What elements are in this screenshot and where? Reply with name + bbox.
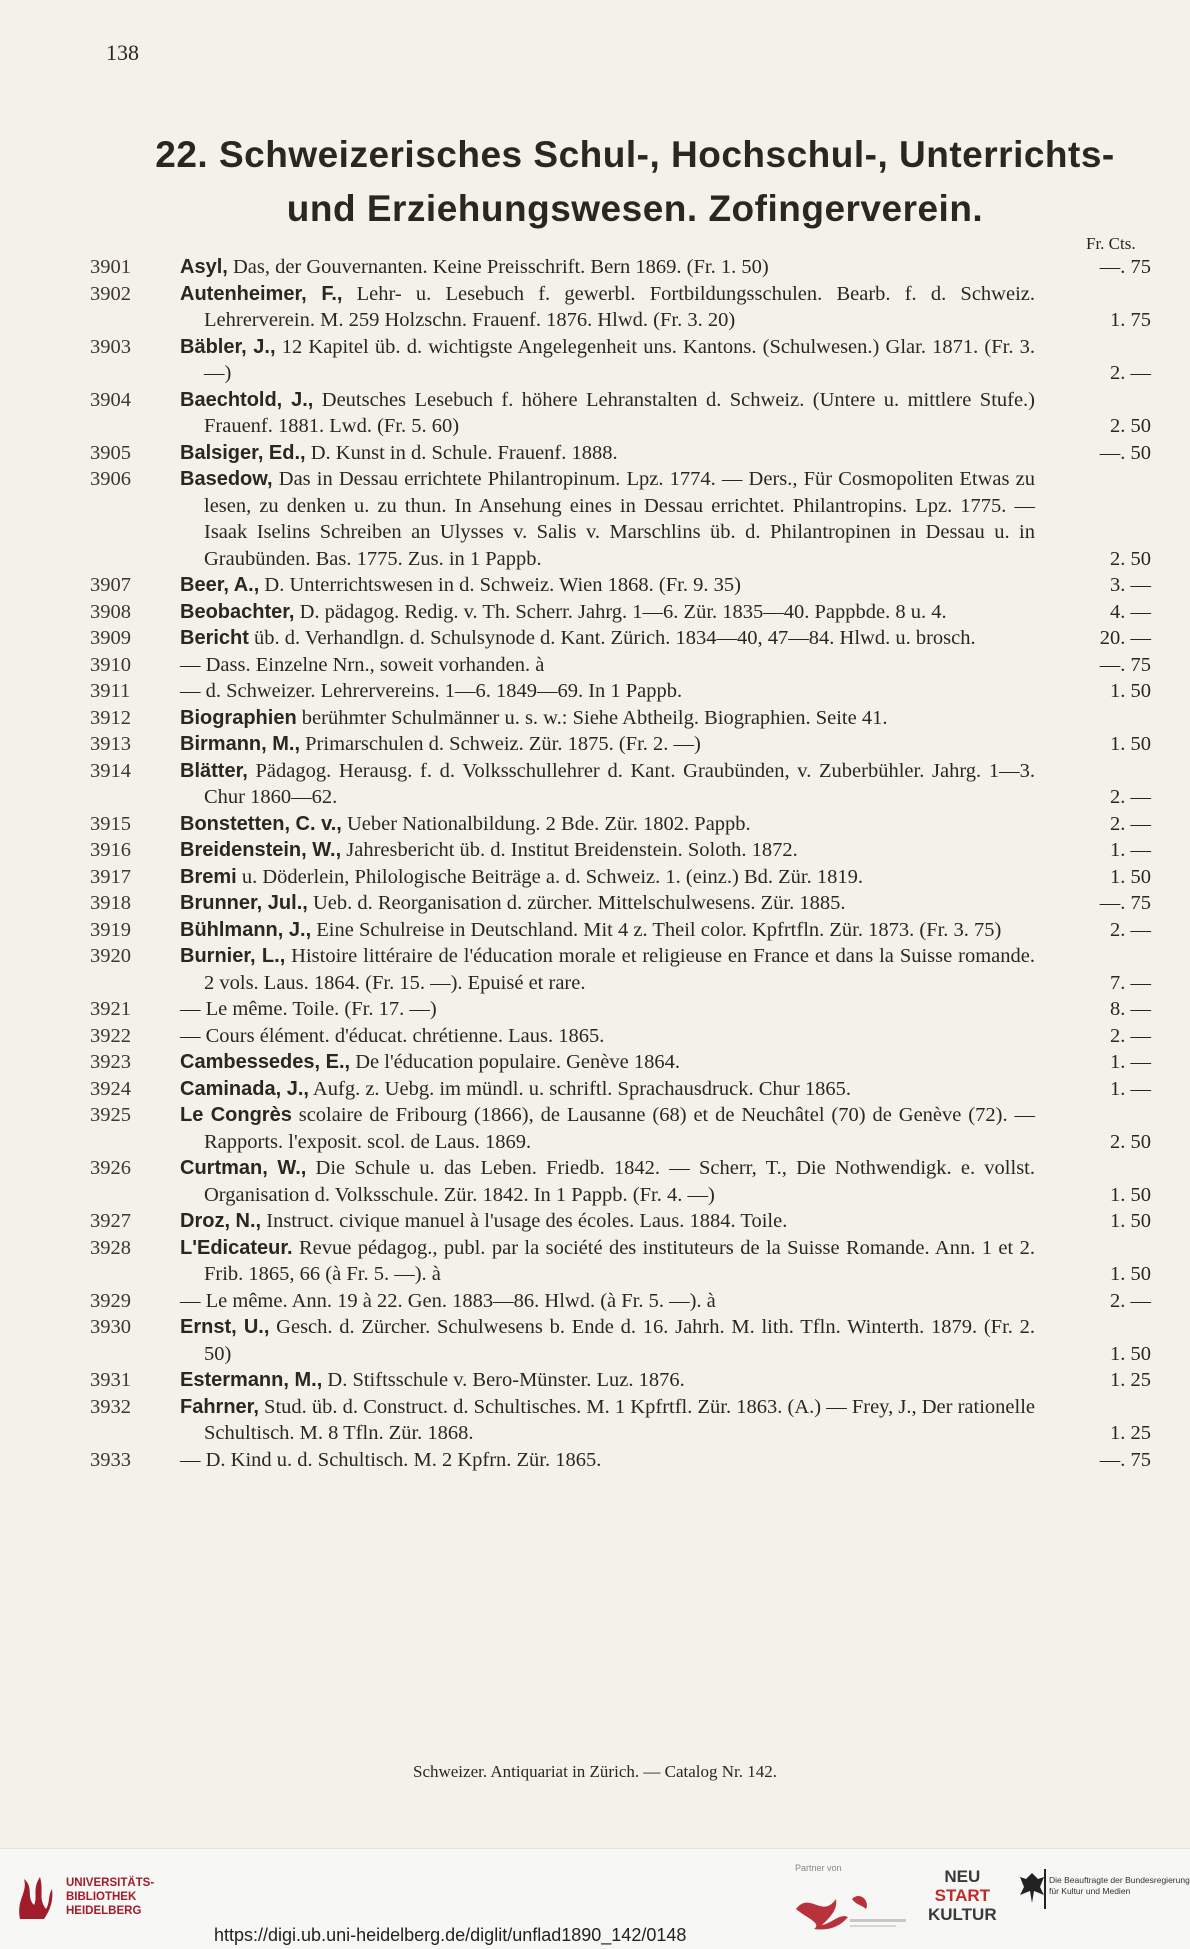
- section-title-line1: 22. Schweizerisches Schul-, Hochschul-, Unterrichts-: [155, 134, 1115, 175]
- entry-price: 1. 50: [1110, 1183, 1151, 1206]
- ub-text-line2: BIBLIOTHEK: [66, 1891, 137, 1903]
- entry-text: scolaire de Fribourg (1866), de Lausanne (68) et de Neuchâtel (70) de Genève (72). — Rapports. l'exposit. scol. de Laus. 1869.: [204, 1104, 1035, 1153]
- catalog-entry: [90, 1023, 1165, 1050]
- catalog-entry: [90, 440, 1165, 467]
- neustart-kultur-logo[interactable]: [928, 1867, 997, 1924]
- catalog-entry: [90, 254, 1165, 281]
- entry-text: — Le même. Toile. (Fr. 17. —): [180, 998, 437, 1020]
- entry-author: Burnier, L.,: [180, 945, 286, 967]
- catalog-entry: [90, 1102, 1165, 1155]
- entry-number: 3933: [90, 1448, 131, 1471]
- entry-text: üb. d. Verhandlgn. d. Schulsynode d. Kant. Zürich. 1834—40, 47—84. Hlwd. u. brosch.: [248, 627, 976, 649]
- entry-author: Ernst, U.,: [180, 1316, 270, 1338]
- entry-number: 3923: [90, 1051, 131, 1073]
- entry-text: 12 Kapitel üb. d. wichtigste Angelegenheit uns. Kantons. (Schulwesen.) Glar. 1871. (Fr. 3. —): [204, 335, 1035, 384]
- entry-author: Baechtold, J.,: [180, 388, 314, 411]
- entry-text: Ueber Nationalbildung. 2 Bde. Zür. 1802. Pappb.: [341, 812, 751, 835]
- entry-price: —. 75: [1099, 1448, 1151, 1471]
- entry-number: 3916: [90, 839, 131, 861]
- catalog-entry: [90, 1367, 1165, 1394]
- neustart-line1: NEU: [944, 1867, 981, 1886]
- entry-price: 1. 25: [1110, 1369, 1151, 1391]
- entry-author: Breidenstein, W.,: [180, 839, 342, 861]
- entry-price: 1. 50: [1110, 680, 1151, 702]
- bkm-text-line1: Die Beauftragte der Bundesregierung: [1049, 1875, 1190, 1885]
- entry-text: Stud. üb. d. Construct. d. Schultisches. M. 1 Kpfrtfl. Zür. 1863. (A.) — Frey, J., Der rationelle Schultisch. M. 8 Tfln. Zür. 1868.: [204, 1395, 1035, 1444]
- catalog-entries: [90, 254, 1165, 1473]
- entry-description: [180, 890, 1035, 917]
- catalog-entry: [90, 466, 1165, 572]
- entry-price: 7. —: [1110, 971, 1151, 994]
- entry-author: Bremi: [180, 865, 237, 888]
- catalog-entry: [90, 1314, 1165, 1367]
- deutsche-digitale-bibliothek-logo[interactable]: [792, 1879, 912, 1939]
- entry-description: [180, 1023, 1035, 1050]
- neustart-line3: KULTUR: [928, 1905, 997, 1924]
- bkm-text-line2: für Kultur und Medien: [1049, 1886, 1131, 1896]
- entry-text: D. Kunst in d. Schule. Frauenf. 1888.: [305, 441, 618, 464]
- entry-description: [180, 917, 1035, 944]
- entry-text: Das, der Gouvernanten. Keine Preisschrift. Bern 1869. (Fr. 1. 50): [227, 256, 769, 278]
- catalog-entry: [90, 705, 1165, 732]
- entry-number: 3924: [90, 1077, 131, 1100]
- entry-price: 1. 50: [1110, 865, 1151, 888]
- entry-text: — d. Schweizer. Lehrervereins. 1—6. 1849—69. In 1 Pappb.: [180, 680, 683, 702]
- price-column-header: Fr. Cts.: [1086, 234, 1136, 253]
- entry-author: Fahrner,: [180, 1395, 259, 1418]
- entry-description: [180, 1367, 1035, 1394]
- entry-description: [180, 943, 1035, 996]
- entry-text: Instruct. civique manuel à l'usage des écoles. Laus. 1884. Toile.: [261, 1210, 788, 1232]
- ub-heidelberg-logo[interactable]: [14, 1869, 154, 1925]
- entry-number: 3910: [90, 653, 131, 676]
- entry-number: 3908: [90, 600, 131, 623]
- entry-price: 1. —: [1110, 1077, 1151, 1100]
- entry-price: 2. —: [1110, 918, 1151, 941]
- catalog-entry: [90, 996, 1165, 1023]
- entry-author: Birmann, M.,: [180, 733, 301, 755]
- entry-text: Das in Dessau errichtete Philantropinum. Lpz. 1774. — Ders., Für Cosmopoliten Etwas zu lesen, zu denken u. zu thun. In Ansehung eines in Dessau errichtet. Philantropins. Lpz. 1775. — Isaak Iselins Schreiben an Ulysses v. Salis v. Marschlins üb. d. Philantropinen in Dessau u. in Graubünden. Bas. 1775. Zus. in 1 Pappb.: [204, 468, 1035, 570]
- page-number: 138: [106, 40, 139, 65]
- entry-description: [180, 837, 1035, 864]
- entry-price: —. 50: [1099, 441, 1151, 464]
- entry-number: 3918: [90, 892, 131, 914]
- entry-author: Asyl,: [180, 256, 228, 278]
- entry-number: 3906: [90, 468, 131, 490]
- entry-number: 3925: [90, 1104, 131, 1126]
- entry-text: Pädagog. Herausg. f. d. Volksschullehrer d. Kant. Graubünden, v. Zuberbühler. Jahrg. 1—3. Chur 1860—62.: [204, 759, 1035, 808]
- catalog-entry: [90, 731, 1165, 758]
- entry-text: Eine Schulreise in Deutschland. Mit 4 z. Theil color. Kpfrtfln. Zür. 1873. (Fr. 3. 75): [311, 918, 1002, 941]
- entry-description: [180, 1314, 1035, 1367]
- entry-text: — Cours élément. d'éducat. chrétienne. Laus. 1865.: [180, 1024, 605, 1047]
- entry-number: 3903: [90, 335, 131, 358]
- catalog-entry: [90, 917, 1165, 944]
- entry-price: 1. 25: [1110, 1422, 1151, 1444]
- entry-number: 3928: [90, 1236, 131, 1259]
- entry-number: 3905: [90, 441, 131, 464]
- entry-price: 4. —: [1110, 600, 1151, 623]
- entry-price: 20. —: [1099, 627, 1151, 649]
- entry-description: [180, 1447, 1035, 1474]
- entry-author: Bericht: [180, 627, 249, 649]
- entry-price: 8. —: [1110, 998, 1151, 1020]
- entry-text: De l'éducation populaire. Genève 1864.: [350, 1051, 680, 1073]
- catalog-entry: [90, 1447, 1165, 1474]
- entry-number: 3919: [90, 918, 131, 941]
- entry-description: [180, 996, 1035, 1023]
- entry-number: 3927: [90, 1210, 131, 1232]
- catalog-entry: [90, 678, 1165, 705]
- entry-price: 1. —: [1110, 1051, 1151, 1073]
- entry-text: Gesch. d. Zürcher. Schulwesens b. Ende d. 16. Jahrh. M. lith. Tfln. Winterth. 1879. (Fr. 2. 50): [204, 1316, 1036, 1365]
- entry-author: Basedow,: [180, 468, 273, 490]
- entry-description: [180, 1288, 1035, 1315]
- entry-number: 3914: [90, 759, 131, 782]
- entry-text: D. pädagog. Redig. v. Th. Scherr. Jahrg. 1—6. Zür. 1835—40. Pappbde. 8 u. 4.: [294, 600, 947, 623]
- entry-description: [180, 864, 1035, 891]
- entry-price: 1. 75: [1110, 309, 1151, 331]
- entry-description: [180, 625, 1035, 652]
- entry-text: — Le même. Ann. 19 à 22. Gen. 1883—86. Hlwd. (à Fr. 5. —). à: [180, 1289, 716, 1312]
- entry-number: 3907: [90, 574, 131, 596]
- catalog-entry: [90, 281, 1165, 334]
- catalog-entry: [90, 864, 1165, 891]
- entry-number: 3904: [90, 388, 131, 411]
- entry-author: Blätter,: [180, 759, 248, 782]
- entry-text: Aufg. z. Uebg. im mündl. u. schriftl. Sprachausdruck. Chur 1865.: [308, 1077, 851, 1100]
- entry-description: [180, 387, 1035, 440]
- bkm-text: [1049, 1875, 1190, 1897]
- catalog-entry: [90, 758, 1165, 811]
- entry-description: [180, 705, 1035, 732]
- entry-text: Ueb. d. Reorganisation d. zürcher. Mittelschulwesens. Zür. 1885.: [307, 892, 846, 914]
- entry-number: 3931: [90, 1369, 131, 1391]
- entry-price: 1. —: [1110, 839, 1151, 861]
- entry-price: 3. —: [1110, 574, 1151, 596]
- entry-description: [180, 254, 1035, 281]
- entry-price: 2. 50: [1110, 415, 1151, 437]
- section-title-line2: und Erziehungswesen. Zofingerverein.: [286, 188, 984, 229]
- entry-author: Balsiger, Ed.,: [180, 441, 306, 464]
- catalog-entry: [90, 599, 1165, 626]
- entry-text: Jahresbericht üb. d. Institut Breidenstein. Soloth. 1872.: [341, 839, 798, 861]
- entry-number: 3932: [90, 1395, 131, 1418]
- entry-description: [180, 1049, 1035, 1076]
- entry-text: Histoire littéraire de l'éducation morale et religieuse en France et dans la Suisse romande. 2 vols. Laus. 1864. (Fr. 15. —). Epuisé et rare.: [204, 945, 1035, 994]
- entry-price: 1. 50: [1110, 1263, 1151, 1285]
- entry-text: Die Schule u. das Leben. Friedb. 1842. — Scherr, T., Die Nothwendigk. e. vollst. Organisation d. Volksschule. Zür. 1842. In 1 Pappb. (Fr. 4. —): [204, 1157, 1035, 1206]
- entry-number: 3929: [90, 1289, 131, 1312]
- entry-description: [180, 731, 1035, 758]
- catalog-entry: [90, 652, 1165, 679]
- entry-number: 3920: [90, 945, 131, 967]
- entry-description: [180, 678, 1035, 705]
- entry-text: Primarschulen d. Schweiz. Zür. 1875. (Fr. 2. —): [300, 733, 701, 755]
- catalog-entry: [90, 837, 1165, 864]
- entry-price: 1. 50: [1110, 1210, 1151, 1232]
- entry-price: 2. —: [1110, 1024, 1151, 1047]
- entry-description: [180, 334, 1035, 387]
- entry-number: 3922: [90, 1024, 131, 1047]
- entry-price: 1. 50: [1110, 733, 1151, 755]
- catalog-entry: [90, 572, 1165, 599]
- ub-emblem-icon: [14, 1869, 56, 1925]
- entry-number: 3901: [90, 256, 131, 278]
- entry-price: —. 75: [1099, 256, 1151, 278]
- entry-number: 3913: [90, 733, 131, 755]
- entry-author: Biographien: [180, 706, 297, 729]
- entry-description: [180, 1102, 1035, 1155]
- entry-description: [180, 281, 1035, 334]
- entry-price: 2. 50: [1110, 1130, 1151, 1153]
- entry-author: Cambessedes, E.,: [180, 1051, 351, 1073]
- catalog-entry: [90, 1288, 1165, 1315]
- entry-text: Deutsches Lesebuch f. höhere Lehranstalten d. Schweiz. (Untere u. mittlere Stufe.) Frauenf. 1881. Lwd. (Fr. 5. 60): [204, 388, 1036, 437]
- catalog-entry: [90, 1155, 1165, 1208]
- entry-author: Curtman, W.,: [180, 1157, 307, 1179]
- entry-number: 3930: [90, 1316, 131, 1338]
- page-footer: Schweizer. Antiquariat in Zürich. — Catalog Nr. 142.: [412, 1762, 777, 1781]
- entry-author: Beer, A.,: [180, 574, 260, 596]
- entry-number: 3915: [90, 812, 131, 835]
- entry-description: [180, 572, 1035, 599]
- partner-label: Partner von: [795, 1863, 842, 1873]
- entry-author: Bonstetten, C. v.,: [180, 812, 342, 835]
- catalog-entry: [90, 890, 1165, 917]
- entry-number: 3926: [90, 1157, 131, 1179]
- entry-text: — D. Kind u. d. Schultisch. M. 2 Kpfrn. Zür. 1865.: [180, 1448, 602, 1471]
- entry-price: —. 75: [1099, 653, 1151, 676]
- entry-description: [180, 1235, 1035, 1288]
- entry-number: 3921: [90, 998, 131, 1020]
- catalog-entry: [90, 334, 1165, 387]
- entry-description: [180, 1394, 1035, 1447]
- entry-author: Bäbler, J.,: [180, 335, 276, 358]
- catalog-entry: [90, 1076, 1165, 1103]
- catalog-entry: [90, 387, 1165, 440]
- catalog-entry: [90, 1235, 1165, 1288]
- viewer-footer-bar: [0, 1848, 1190, 1949]
- entry-description: [180, 758, 1035, 811]
- catalog-entry: [90, 811, 1165, 838]
- catalog-entry: [90, 1049, 1165, 1076]
- entry-number: 3902: [90, 282, 131, 305]
- entry-author: Le Congrès: [180, 1104, 292, 1126]
- entry-description: [180, 811, 1035, 838]
- catalog-entry: [90, 1394, 1165, 1447]
- neustart-line2: START: [934, 1886, 991, 1905]
- entry-description: [180, 599, 1035, 626]
- entry-price: 2. —: [1110, 812, 1151, 835]
- entry-author: Beobachter,: [180, 600, 295, 623]
- entry-number: 3911: [90, 680, 131, 702]
- entry-author: Caminada, J.,: [180, 1077, 309, 1100]
- entry-author: L'Edicateur.: [180, 1236, 293, 1259]
- entry-description: [180, 440, 1035, 467]
- entry-author: Estermann, M.,: [180, 1369, 323, 1391]
- entry-number: 3917: [90, 865, 131, 888]
- entry-author: Brunner, Jul.,: [180, 892, 308, 914]
- source-url[interactable]: https://digi.ub.uni-heidelberg.de/diglit/unflad1890_142/0148: [214, 1925, 687, 1945]
- entry-author: Bühlmann, J.,: [180, 918, 312, 941]
- entry-author: Droz, N.,: [180, 1210, 262, 1232]
- catalog-entry: [90, 625, 1165, 652]
- entry-author: Autenheimer, F.,: [180, 282, 343, 305]
- entry-price: 2. 50: [1110, 547, 1151, 570]
- entry-description: [180, 1208, 1035, 1235]
- ub-text-line3: HEIDELBERG: [66, 1905, 142, 1917]
- entry-text: D. Stiftsschule v. Bero-Münster. Luz. 1876.: [322, 1369, 685, 1391]
- entry-description: [180, 1155, 1035, 1208]
- entry-description: [180, 652, 1035, 679]
- catalog-entry: [90, 943, 1165, 996]
- entry-description: [180, 466, 1035, 572]
- catalog-entry: [90, 1208, 1165, 1235]
- entry-description: [180, 1076, 1035, 1103]
- entry-text: berühmter Schulmänner u. s. w.: Siehe Abtheilg. Biographien. Seite 41.: [296, 706, 888, 729]
- entry-price: 2. —: [1110, 786, 1151, 808]
- entry-text: Lehr- u. Lesebuch f. gewerbl. Fortbildungsschulen. Bearb. f. d. Schweiz. Lehrerverein. M. 259 Holzschn. Frauenf. 1876. Hlwd. (Fr. 3. 20): [204, 282, 1035, 331]
- entry-price: 1. 50: [1110, 1342, 1151, 1365]
- entry-price: 2. —: [1110, 362, 1151, 384]
- ub-text-line1: UNIVERSITÄTS-: [66, 1877, 155, 1889]
- entry-text: — Dass. Einzelne Nrn., soweit vorhanden. à: [180, 653, 545, 676]
- entry-number: 3909: [90, 627, 131, 649]
- entry-text: D. Unterrichtswesen in d. Schweiz. Wien 1868. (Fr. 9. 35): [259, 574, 741, 596]
- entry-price: 2. —: [1110, 1289, 1151, 1312]
- entry-text: Revue pédagog., publ. par la société des instituteurs de la Suisse Romande. Ann. 1 et 2. Frib. 1865, 66 (à Fr. 5. —). à: [204, 1236, 1035, 1285]
- entry-price: —. 75: [1099, 892, 1151, 914]
- entry-text: u. Döderlein, Philologische Beiträge a. d. Schweiz. 1. (einz.) Bd. Zür. 1819.: [236, 865, 863, 888]
- entry-number: 3912: [90, 706, 131, 729]
